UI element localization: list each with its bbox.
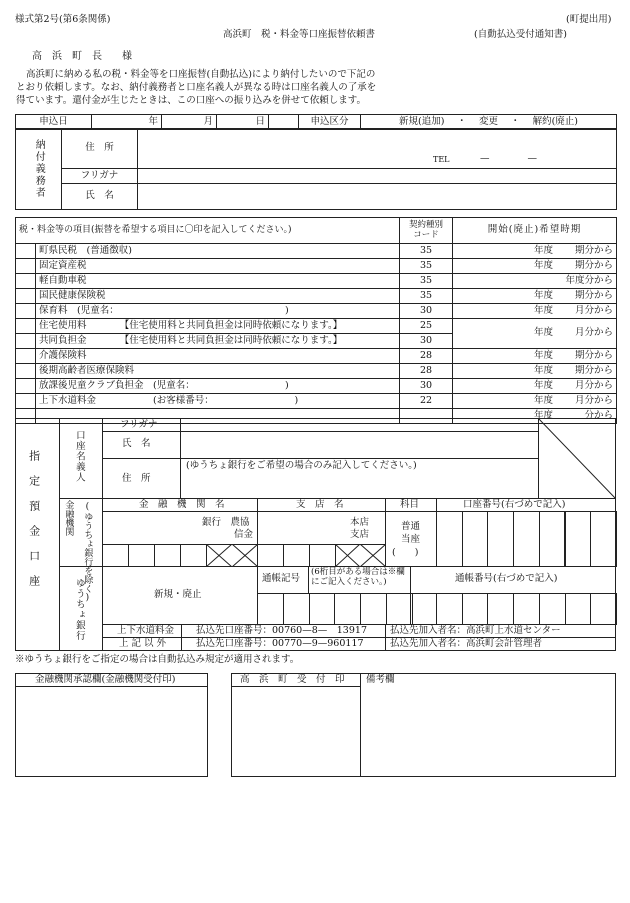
digit-box[interactable] — [436, 593, 463, 625]
digit-box[interactable] — [102, 544, 129, 567]
table-row: 共同負担金 【住宅使用料と共同負担金は同時依頼になります。】 30 — [16, 334, 617, 349]
payer-furigana-field[interactable] — [138, 169, 617, 184]
table-row: 介護保険料 28 年度 期分から — [16, 349, 617, 364]
digit-box[interactable] — [128, 544, 155, 567]
table-row: 放課後児童クラブ負担金 (児童名： ) 30 年度 月分から — [16, 379, 617, 394]
category-label: 申込区分 — [299, 115, 361, 130]
fi-confirm-box[interactable] — [15, 673, 208, 777]
holder-furigana-label: フリガナ — [120, 419, 158, 430]
digit-box[interactable] — [513, 593, 540, 625]
option-cancel[interactable]: 解約(廃止) — [532, 115, 578, 127]
table-row: 固定資産税 35 年度 期分から — [16, 259, 617, 274]
yucho-status: 新規・廃止 — [154, 589, 202, 600]
water-label: 上下水道料金 — [117, 625, 175, 636]
digit-box[interactable] — [539, 511, 566, 567]
town-stamp-label: 高 浜 町 受 付 印 — [240, 674, 345, 685]
other-account-number: 払込先口座番号：00770—9—960117 — [196, 638, 364, 649]
tax-table — [15, 217, 617, 424]
digit-box[interactable] — [487, 593, 514, 625]
passbook-number-label: 通帳番号(右づめで記入) — [455, 573, 558, 584]
intro-line-3: 得ています。還付金が生じたときは、この口座への振り込みを併せて依頼します。 — [16, 95, 366, 106]
fi-sub-label: (ゆうちょ銀行を除く) — [82, 502, 93, 603]
digit-box[interactable] — [436, 511, 463, 567]
diagonal-line — [538, 418, 616, 499]
select-cell[interactable] — [16, 289, 36, 304]
payer-furigana-label: フリガナ — [62, 169, 138, 184]
digit-box[interactable] — [309, 544, 336, 567]
branch-types-2: 支店 — [350, 529, 370, 540]
digit-box[interactable] — [513, 511, 540, 567]
year-field[interactable]: 年 — [92, 115, 162, 130]
table-row: 上下水道料金 (お客様番号： ) 22 年度 月分から — [16, 394, 617, 409]
tel-field[interactable]: — — — [480, 153, 538, 164]
tel-label: TEL — [433, 155, 450, 164]
select-cell[interactable] — [16, 274, 36, 289]
table-row: 保育料 (児童名： ) 30 年度 月分から — [16, 304, 617, 319]
remarks-label: 備考欄 — [366, 674, 395, 685]
payer-name-label: 氏 名 — [62, 184, 138, 210]
subject-header: 科目 — [400, 499, 420, 510]
digit-box[interactable] — [462, 511, 489, 567]
digit-box[interactable] — [487, 511, 514, 567]
passbook-symbol-label: 通帳記号 — [262, 573, 301, 584]
holder-label: 口座名義人 — [73, 430, 85, 483]
tax-header-item: 税・料金等の項目(振替を希望する項目に〇印を記入してください。) — [16, 218, 400, 244]
branch-cross-marks — [335, 544, 386, 567]
water-account-number: 払込先口座番号：00760—8— 13917 — [196, 625, 367, 636]
table-row: 後期高齢者医療保険料 28 年度 期分から — [16, 364, 617, 379]
bank-types-2: 信金 — [234, 529, 254, 540]
payer-address-label: 住 所 — [62, 129, 138, 169]
page-title: 高浜町 税・料金等口座振替依頼書 — [223, 29, 376, 40]
table-row: 町県民税 (普通徴収) 35 年度 期分から — [16, 244, 617, 259]
bank-cross-marks — [206, 544, 258, 567]
subject-other: ( ) — [392, 547, 419, 558]
table-row: 国民健康保険税 35 年度 期分から — [16, 289, 617, 304]
account-section-label: 指定預金口座 — [27, 450, 41, 600]
month-field[interactable]: 月 — [162, 115, 217, 130]
tax-header-code: 契約種別 コード — [400, 218, 453, 244]
option-new[interactable]: 新規(追加) — [398, 115, 445, 127]
digit-box[interactable] — [334, 593, 361, 625]
day-field[interactable]: 日 — [217, 115, 269, 130]
footnote: ※ゆうちょ銀行をご指定の場合は自動払込み規定が適用されます。 — [15, 654, 300, 665]
digit-box[interactable] — [410, 593, 437, 625]
payer-name-field[interactable] — [138, 184, 617, 210]
intro-line-1: 高浜町に納める私の税・料金等を口座振替(自動払込)により納付したいので下記の — [26, 69, 376, 80]
holder-address-label: 住 所 — [122, 473, 151, 484]
fi-confirm-label: 金融機関承認欄(金融機関受付印) — [35, 674, 176, 685]
application-date-label: 申込日 — [16, 115, 92, 130]
yucho-note: (ゆうちょ銀行をご希望の場合のみ記入してください。) — [186, 460, 417, 471]
digit-box[interactable] — [283, 544, 310, 567]
select-cell[interactable] — [16, 244, 36, 259]
digit-box[interactable] — [257, 593, 284, 625]
yucho-label: ゆうちょ銀行 — [73, 578, 85, 641]
digit-box[interactable] — [462, 593, 489, 625]
other-label: 上 記 以 外 — [119, 638, 167, 649]
holder-furigana-field[interactable] — [180, 418, 539, 432]
branch-types: 本店 — [350, 517, 370, 528]
payer-address-field[interactable] — [138, 129, 617, 169]
digit-box[interactable] — [309, 593, 336, 625]
subject-ordinary: 普通 — [401, 521, 421, 532]
intro-line-2: とおり依頼します。なお、納付義務者と口座名義人が異なる時は口座名義人の了承を — [16, 82, 377, 93]
digit-box[interactable] — [565, 593, 592, 625]
submit-to: (町提出用) — [566, 14, 612, 25]
tax-header-period: 開始(廃止)希望時期 — [453, 218, 617, 244]
select-cell[interactable] — [16, 394, 36, 409]
bank-types: 銀行 農協 — [202, 517, 250, 528]
bank-name-header: 金 融 機 関 名 — [139, 499, 225, 510]
water-payee: 払込先加入者名：高浜町上水道センター — [390, 625, 561, 636]
payer-table — [15, 128, 617, 210]
digit-box[interactable] — [590, 511, 617, 567]
category-options[interactable]: 新規(追加) ・ 変更 ・ 解約(廃止) — [361, 115, 617, 130]
holder-name-label: 氏 名 — [122, 438, 151, 449]
notice-label: (自動払込受付通知書) — [474, 29, 567, 40]
table-row: 軽自動車税 35 年度分から — [16, 274, 617, 289]
digit-box[interactable] — [360, 593, 387, 625]
holder-name-field[interactable] — [180, 431, 539, 459]
digit-box[interactable] — [565, 511, 592, 567]
addressee: 高 浜 町 長 様 — [32, 51, 132, 62]
table-row: 住宅使用料 【住宅使用料と共同負担金は同時依頼になります。】 25 年度 月分から — [16, 319, 617, 334]
select-cell[interactable] — [16, 349, 36, 364]
digit-box[interactable] — [154, 544, 181, 567]
digit-box[interactable] — [590, 593, 617, 625]
select-cell[interactable] — [16, 379, 36, 394]
fi-label: 金融機関 — [63, 500, 74, 536]
select-cell[interactable] — [16, 364, 36, 379]
other-payee: 払込先加入者名：高浜町会計管理者 — [390, 638, 543, 649]
branch-header: 支 店 名 — [296, 499, 344, 510]
table-row: 年度 分から — [16, 409, 617, 424]
account-number-header: 口座番号(右づめで記入) — [463, 499, 566, 510]
option-change[interactable]: 変更 — [478, 115, 498, 127]
form-number: 様式第2号(第6条関係) — [15, 14, 111, 25]
digit-box[interactable] — [257, 544, 284, 567]
payer-section-label: 納付義務者 — [33, 139, 45, 199]
select-cell[interactable] — [16, 319, 36, 334]
select-cell[interactable] — [16, 259, 36, 274]
select-cell[interactable] — [16, 304, 36, 319]
select-cell[interactable] — [16, 334, 36, 349]
subject-current: 当座 — [401, 534, 421, 545]
digit-box[interactable] — [180, 544, 207, 567]
digit-box[interactable] — [283, 593, 310, 625]
digit-box[interactable] — [386, 593, 413, 625]
passbook-symbol-note: (6桁目がある場合は※欄にご記入ください。) — [311, 567, 405, 587]
digit-box[interactable] — [539, 593, 566, 625]
